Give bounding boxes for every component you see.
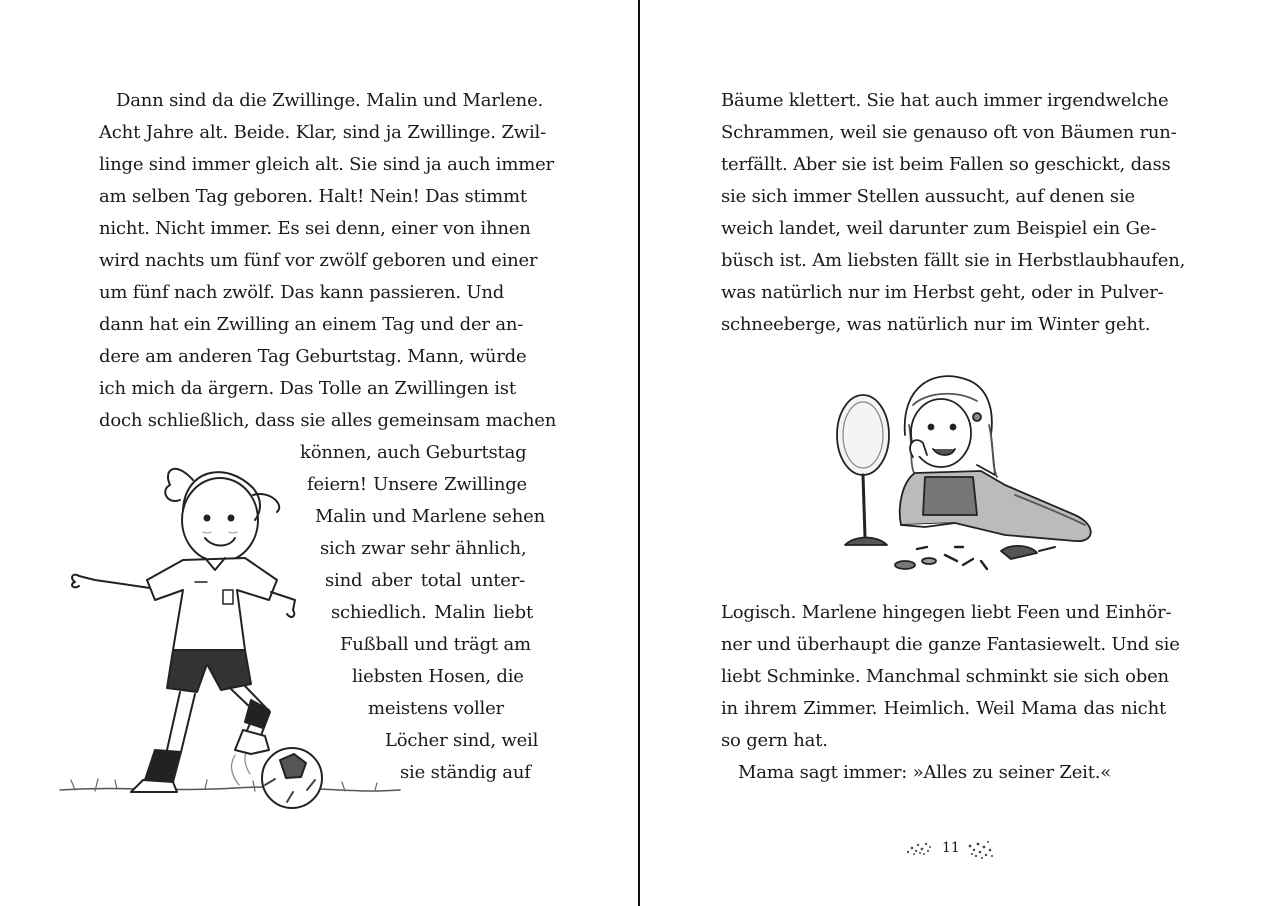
text-line: sich zwar sehr ähnlich,: [320, 538, 527, 559]
text-line: linge sind immer gleich alt. Sie sind ja auch immer: [99, 154, 554, 175]
text-line: Dann sind da die Zwillinge. Malin und Marlene.: [116, 90, 544, 111]
page-number: 11: [942, 840, 960, 856]
text-line: wird nachts um fünf vor zwölf geboren und einer: [99, 250, 538, 271]
text-line: Löcher sind, weil: [385, 730, 539, 751]
text-line: in ihrem Zimmer. Heimlich. Weil Mama das nicht: [721, 698, 1166, 719]
text-line: Fußball und trägt am: [340, 634, 531, 655]
text-line: weich landet, weil darunter zum Beispiel ein Ge-: [721, 218, 1157, 239]
text-line: meistens voller: [368, 698, 504, 719]
text-line: sie ständig auf: [400, 762, 531, 783]
text-line: so gern hat.: [721, 730, 828, 751]
text-line: nicht. Nicht immer. Es sei denn, einer von ihnen: [99, 218, 531, 239]
text-line: ich mich da ärgern. Das Tolle an Zwillingen ist: [99, 378, 516, 399]
text-line: schiedlich. Malin liebt: [331, 602, 533, 623]
text-line: können, auch Geburtstag: [300, 442, 527, 463]
text-line: Bäume klettert. Sie hat auch immer irgendwelche: [721, 90, 1169, 111]
text-line: dere am anderen Tag Geburtstag. Mann, würde: [99, 346, 527, 367]
text-line: Logisch. Marlene hingegen liebt Feen und Einhör-: [721, 602, 1172, 623]
text-line: dann hat ein Zwilling an einem Tag und der an-: [99, 314, 524, 335]
girl-kicking-football-illustration: [55, 450, 405, 825]
girl-at-mirror-makeup-illustration: [805, 365, 1105, 580]
text-line: Mama sagt immer: »Alles zu seiner Zeit.«: [738, 762, 1112, 783]
text-line: am selben Tag geboren. Halt! Nein! Das stimmt: [99, 186, 527, 207]
text-line: liebt Schminke. Manchmal schminkt sie sich oben: [721, 666, 1169, 687]
page-ornament-right-icon: [966, 838, 996, 862]
text-line: doch schließlich, dass sie alles gemeinsam machen: [99, 410, 557, 431]
text-line: sind aber total unter-: [325, 570, 525, 591]
text-line: büsch ist. Am liebsten fällt sie in Herbstlaubhaufen,: [721, 250, 1186, 271]
text-line: Malin und Marlene sehen: [315, 506, 545, 527]
text-line: um fünf nach zwölf. Das kann passieren. Und: [99, 282, 505, 303]
text-line: terfällt. Aber sie ist beim Fallen so geschickt, dass: [721, 154, 1171, 175]
text-line: schneeberge, was natürlich nur im Winter geht.: [721, 314, 1151, 335]
text-line: sie sich immer Stellen aussucht, auf denen sie: [721, 186, 1135, 207]
text-line: Acht Jahre alt. Beide. Klar, sind ja Zwillinge. Zwil-: [99, 122, 546, 143]
text-line: feiern! Unsere Zwillinge: [307, 474, 527, 495]
text-line: was natürlich nur im Herbst geht, oder in Pulver-: [721, 282, 1164, 303]
page-footer: [900, 832, 1000, 866]
page-ornament-left-icon: [904, 838, 934, 860]
text-line: ner und überhaupt die ganze Fantasiewelt. Und sie: [721, 634, 1180, 655]
left-page: [0, 0, 638, 906]
text-line: liebsten Hosen, die: [352, 666, 524, 687]
text-line: Schrammen, weil sie genauso oft von Bäumen run-: [721, 122, 1177, 143]
